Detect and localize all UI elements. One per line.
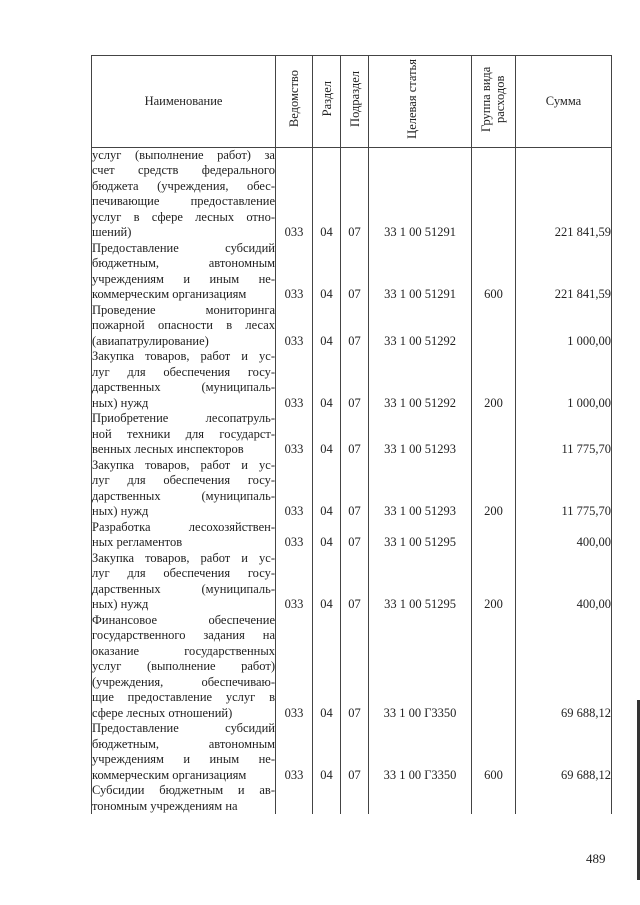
header-vedomstvo: Ведомство bbox=[276, 56, 313, 148]
row-name-line: Приобретение лесопатруль- bbox=[92, 411, 275, 425]
page-number: 489 bbox=[586, 851, 606, 866]
row-name-line: сфере лесных отношений) bbox=[92, 705, 233, 720]
row-celevaya-statya: 33 1 00 51295 bbox=[369, 551, 472, 613]
row-vedomstvo bbox=[276, 783, 313, 814]
row-summa: 11 775,70 bbox=[516, 458, 612, 520]
row-name-line: луг для обеспечения госу- bbox=[92, 364, 275, 379]
row-summa: 221 841,59 bbox=[516, 147, 612, 241]
table-body bbox=[92, 147, 612, 814]
row-celevaya-statya: 33 1 00 51293 bbox=[369, 411, 472, 458]
row-vedomstvo: 033 bbox=[276, 551, 313, 613]
table-row bbox=[92, 613, 612, 722]
row-name-line: коммерческим организациям bbox=[92, 287, 247, 301]
row-summa: 400,00 bbox=[516, 520, 612, 551]
row-name-line: Проведение мониторинга bbox=[92, 302, 275, 317]
table-row bbox=[92, 303, 612, 350]
row-name bbox=[92, 613, 276, 722]
table-row bbox=[92, 411, 612, 458]
row-vedomstvo: 033 bbox=[276, 721, 313, 783]
row-name bbox=[92, 241, 276, 303]
row-name-line: дарственных (муниципаль- bbox=[92, 380, 275, 394]
row-name-line: услуг (выполнение работ) за bbox=[92, 147, 275, 162]
row-celevaya-statya: 33 1 00 51292 bbox=[369, 303, 472, 350]
row-name-line: Предоставление субсидий bbox=[92, 240, 275, 255]
row-name-line: ных) нужд bbox=[92, 395, 149, 410]
row-podrazdel bbox=[341, 783, 369, 814]
row-podrazdel: 07 bbox=[341, 613, 369, 722]
row-name-line: счет средств федерального bbox=[92, 163, 275, 177]
row-summa: 400,00 bbox=[516, 551, 612, 613]
row-podrazdel: 07 bbox=[341, 520, 369, 551]
row-razdel: 04 bbox=[313, 147, 341, 241]
row-celevaya-statya bbox=[369, 783, 472, 814]
row-celevaya-statya: 33 1 00 51291 bbox=[369, 241, 472, 303]
row-gruppa-vida-rashodov: 200 bbox=[472, 458, 516, 520]
row-vedomstvo: 033 bbox=[276, 303, 313, 350]
row-razdel: 04 bbox=[313, 721, 341, 783]
row-summa: 69 688,12 bbox=[516, 613, 612, 722]
row-name-line: услуг в сфере лесных отно- bbox=[92, 209, 275, 224]
header-summa: Сумма bbox=[516, 56, 612, 148]
row-razdel: 04 bbox=[313, 551, 341, 613]
row-podrazdel: 07 bbox=[341, 551, 369, 613]
row-summa: 69 688,12 bbox=[516, 721, 612, 783]
row-name-line: ных) нужд bbox=[92, 597, 149, 611]
row-gruppa-vida-rashodov bbox=[472, 147, 516, 241]
row-vedomstvo: 033 bbox=[276, 458, 313, 520]
row-razdel: 04 bbox=[313, 411, 341, 458]
row-vedomstvo: 033 bbox=[276, 349, 313, 411]
row-gruppa-vida-rashodov: 600 bbox=[472, 241, 516, 303]
row-name bbox=[92, 349, 276, 411]
header-name: Наименование bbox=[92, 56, 276, 148]
row-name-line: коммерческим организациям bbox=[92, 767, 247, 782]
row-vedomstvo: 033 bbox=[276, 520, 313, 551]
row-name-line: учреждениям и иным не- bbox=[92, 752, 275, 766]
row-name-line: печивающие предоставление bbox=[92, 194, 275, 208]
row-name bbox=[92, 520, 276, 551]
row-summa bbox=[516, 783, 612, 814]
header-celevaya-statya: Целевая статья bbox=[369, 56, 472, 148]
row-name bbox=[92, 411, 276, 458]
row-summa: 1 000,00 bbox=[516, 303, 612, 350]
row-gruppa-vida-rashodov: 600 bbox=[472, 721, 516, 783]
row-podrazdel: 07 bbox=[341, 411, 369, 458]
row-celevaya-statya: 33 1 00 51293 bbox=[369, 458, 472, 520]
row-razdel bbox=[313, 783, 341, 814]
row-podrazdel: 07 bbox=[341, 349, 369, 411]
row-razdel: 04 bbox=[313, 349, 341, 411]
row-name-line: луг для обеспечения госу- bbox=[92, 566, 275, 580]
header-gruppa-vida-rashodov: Группа вида расходов bbox=[472, 56, 516, 148]
row-name-line: Разработка лесохозяйствен- bbox=[92, 519, 275, 534]
row-name-line: ной техники для государст- bbox=[92, 426, 275, 441]
row-celevaya-statya: 33 1 00 51295 bbox=[369, 520, 472, 551]
row-name-line: дарственных (муниципаль- bbox=[92, 488, 275, 503]
table-row bbox=[92, 147, 612, 241]
row-gruppa-vida-rashodov: 200 bbox=[472, 551, 516, 613]
row-name bbox=[92, 721, 276, 783]
row-name-line: Финансовое обеспечение bbox=[92, 612, 275, 627]
row-vedomstvo: 033 bbox=[276, 613, 313, 722]
row-name-line: (учреждения, обеспечиваю- bbox=[92, 674, 275, 689]
row-podrazdel: 07 bbox=[341, 303, 369, 350]
row-name-line: Предоставление субсидий bbox=[92, 721, 275, 735]
row-podrazdel: 07 bbox=[341, 147, 369, 241]
row-name bbox=[92, 147, 276, 241]
row-name-line: Закупка товаров, работ и ус- bbox=[92, 550, 275, 565]
table-row bbox=[92, 458, 612, 520]
row-summa: 1 000,00 bbox=[516, 349, 612, 411]
row-celevaya-statya: 33 1 00 51292 bbox=[369, 349, 472, 411]
table-row bbox=[92, 783, 612, 814]
row-gruppa-vida-rashodov: 200 bbox=[472, 349, 516, 411]
table-row bbox=[92, 520, 612, 551]
table-row bbox=[92, 721, 612, 783]
row-summa: 221 841,59 bbox=[516, 241, 612, 303]
row-name-line: пожарной опасности в лесах bbox=[92, 318, 275, 332]
row-name-line: щие предоставление услуг в bbox=[92, 690, 275, 704]
row-podrazdel: 07 bbox=[341, 721, 369, 783]
row-name-line: Субсидии бюджетным и ав- bbox=[92, 783, 275, 797]
row-vedomstvo: 033 bbox=[276, 241, 313, 303]
row-razdel: 04 bbox=[313, 241, 341, 303]
budget-table bbox=[91, 55, 612, 814]
row-gruppa-vida-rashodov bbox=[472, 411, 516, 458]
row-name-line: оказание государственных bbox=[92, 643, 275, 658]
row-name-line: учреждениям и иным не- bbox=[92, 271, 275, 286]
row-celevaya-statya: 33 1 00 Г3350 bbox=[369, 721, 472, 783]
row-name-line: бюджета (учреждения, обес- bbox=[92, 178, 275, 193]
row-gruppa-vida-rashodov bbox=[472, 520, 516, 551]
row-name-line: шений) bbox=[92, 225, 132, 239]
row-name-line: дарственных (муниципаль- bbox=[92, 581, 275, 596]
row-celevaya-statya: 33 1 00 Г3350 bbox=[369, 613, 472, 722]
row-name bbox=[92, 458, 276, 520]
row-name-line: услуг (выполнение работ) bbox=[92, 659, 275, 673]
row-razdel: 04 bbox=[313, 520, 341, 551]
row-name-line: ных регламентов bbox=[92, 535, 183, 549]
row-vedomstvo: 033 bbox=[276, 411, 313, 458]
row-summa: 11 775,70 bbox=[516, 411, 612, 458]
row-name-line: тономным учреждениям на bbox=[92, 798, 238, 813]
row-name-line: ных) нужд bbox=[92, 504, 149, 518]
table-row bbox=[92, 349, 612, 411]
row-razdel: 04 bbox=[313, 613, 341, 722]
row-razdel: 04 bbox=[313, 303, 341, 350]
row-razdel: 04 bbox=[313, 458, 341, 520]
row-name-line: Закупка товаров, работ и ус- bbox=[92, 457, 275, 472]
row-name bbox=[92, 783, 276, 814]
row-name-line: венных лесных инспекторов bbox=[92, 442, 244, 456]
row-celevaya-statya: 33 1 00 51291 bbox=[369, 147, 472, 241]
row-gruppa-vida-rashodov bbox=[472, 783, 516, 814]
row-name-line: государственного задания на bbox=[92, 628, 275, 642]
row-name bbox=[92, 551, 276, 613]
row-gruppa-vida-rashodov bbox=[472, 303, 516, 350]
row-name-line: бюджетным, автономным bbox=[92, 256, 275, 270]
table-header bbox=[92, 56, 612, 148]
row-name-line: (авиапатрулирование) bbox=[92, 333, 209, 348]
row-gruppa-vida-rashodov bbox=[472, 613, 516, 722]
table-row bbox=[92, 241, 612, 303]
row-name-line: Закупка товаров, работ и ус- bbox=[92, 349, 275, 363]
row-name-line: луг для обеспечения госу- bbox=[92, 473, 275, 487]
row-podrazdel: 07 bbox=[341, 458, 369, 520]
header-razdel: Раздел bbox=[313, 56, 341, 148]
header-podrazdel: Подраздел bbox=[341, 56, 369, 148]
row-podrazdel: 07 bbox=[341, 241, 369, 303]
table-row bbox=[92, 551, 612, 613]
row-vedomstvo: 033 bbox=[276, 147, 313, 241]
row-name-line: бюджетным, автономным bbox=[92, 736, 275, 751]
row-name bbox=[92, 303, 276, 350]
